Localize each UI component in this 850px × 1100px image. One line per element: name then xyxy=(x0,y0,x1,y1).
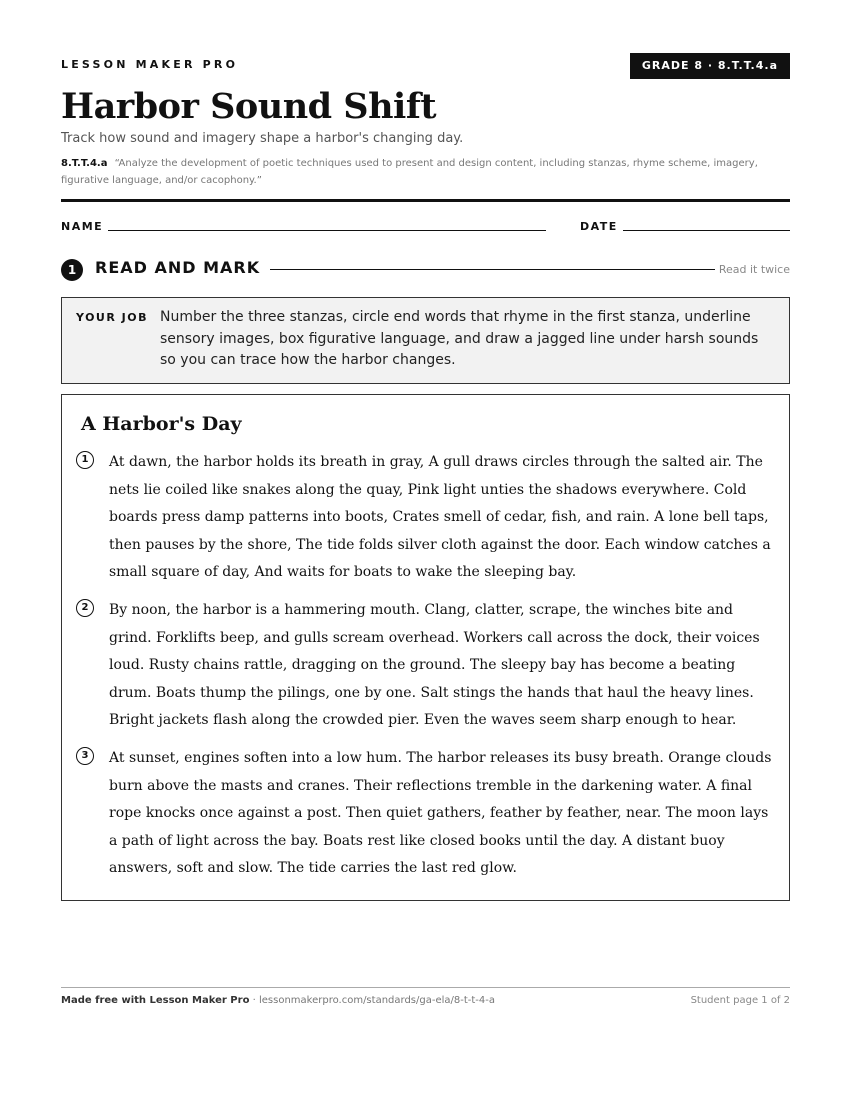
footer-url[interactable]: · lessonmakerpro.com/standards/ga-ela/8-t-t-4-a xyxy=(249,995,496,1006)
stanza-number-circle: 1 xyxy=(76,451,94,469)
section-number-badge: 1 xyxy=(61,259,83,281)
footer-page-number: Student page 1 of 2 xyxy=(690,995,790,1006)
page-subtitle: Track how sound and imagery shape a harbor's changing day. xyxy=(61,131,464,146)
footer-made-with: Made free with Lesson Maker Pro xyxy=(61,995,250,1006)
instructions-text: Number the three stanzas, circle end words that rhyme in the first stanza, underline sensory images, box figurative language, and draw a jagged line under harsh sounds so you can trace how the harbor changes. xyxy=(160,309,759,368)
footer-credit xyxy=(61,995,495,1006)
section-title: READ AND MARK xyxy=(95,258,261,277)
instructions-box xyxy=(61,297,790,384)
footer-divider xyxy=(61,987,790,988)
standard-text: “Analyze the development of poetic techniques used to present and design content, including stanzas, rhyme scheme, imagery, figurative language, and/or cacophony.” xyxy=(61,158,758,186)
stanza-number-circle: 2 xyxy=(76,599,94,617)
section-note: Read it twice xyxy=(718,263,790,276)
name-field-line[interactable] xyxy=(108,230,546,231)
stanza-text: At sunset, engines soften into a low hum. The harbor releases its busy breath. Orange clouds burn above the masts and cranes. Their reflections tremble in the darkening water. A final rope knocks once against a post. Then quiet gathers, feather by feather, near. The moon lays a path of light across the bay. Boats rest like closed books until the day. A distant buoy answers, soft and slow. The tide carries the last red glow. xyxy=(109,750,772,876)
date-field-line[interactable] xyxy=(623,230,790,231)
standard-code: 8.T.T.4.a xyxy=(61,158,108,169)
instructions-label: YOUR JOB xyxy=(76,311,148,324)
header-divider xyxy=(61,199,790,202)
grade-badge: GRADE 8 · 8.T.T.4.a xyxy=(630,53,790,79)
brand-label: LESSON MAKER PRO xyxy=(61,58,239,71)
poem-title: A Harbor's Day xyxy=(81,413,242,435)
section-rule xyxy=(270,269,715,270)
name-label: NAME xyxy=(61,220,104,233)
stanza-text: At dawn, the harbor holds its breath in gray, A gull draws circles through the salted air. The nets lie coiled like snakes along the quay, Pink light unties the shadows everywhere. Cold boards press damp patterns into boots, Crates smell of cedar, fish, and rain. A lone bell taps, then pauses by the shore, The tide folds silver cloth against the door. Each window catches a small square of day, And waits for boats to wake the sleeping bay. xyxy=(109,454,771,580)
stanza-number-circle: 3 xyxy=(76,747,94,765)
standard-description xyxy=(61,155,790,189)
stanza-text: By noon, the harbor is a hammering mouth. Clang, clatter, scrape, the winches bite and grind. Forklifts beep, and gulls scream overhead. Workers call across the dock, their voices loud. Rusty chains rattle, dragging on the ground. The sleepy bay has become a beating drum. Boats thump the pilings, one by one. Salt stings the hands that haul the heavy lines. Bright jackets flash along the crowded pier. Even the waves seem sharp enough to hear. xyxy=(109,602,760,728)
page-title: Harbor Sound Shift xyxy=(61,86,437,127)
poem-box xyxy=(61,394,790,901)
date-label: DATE xyxy=(580,220,618,233)
